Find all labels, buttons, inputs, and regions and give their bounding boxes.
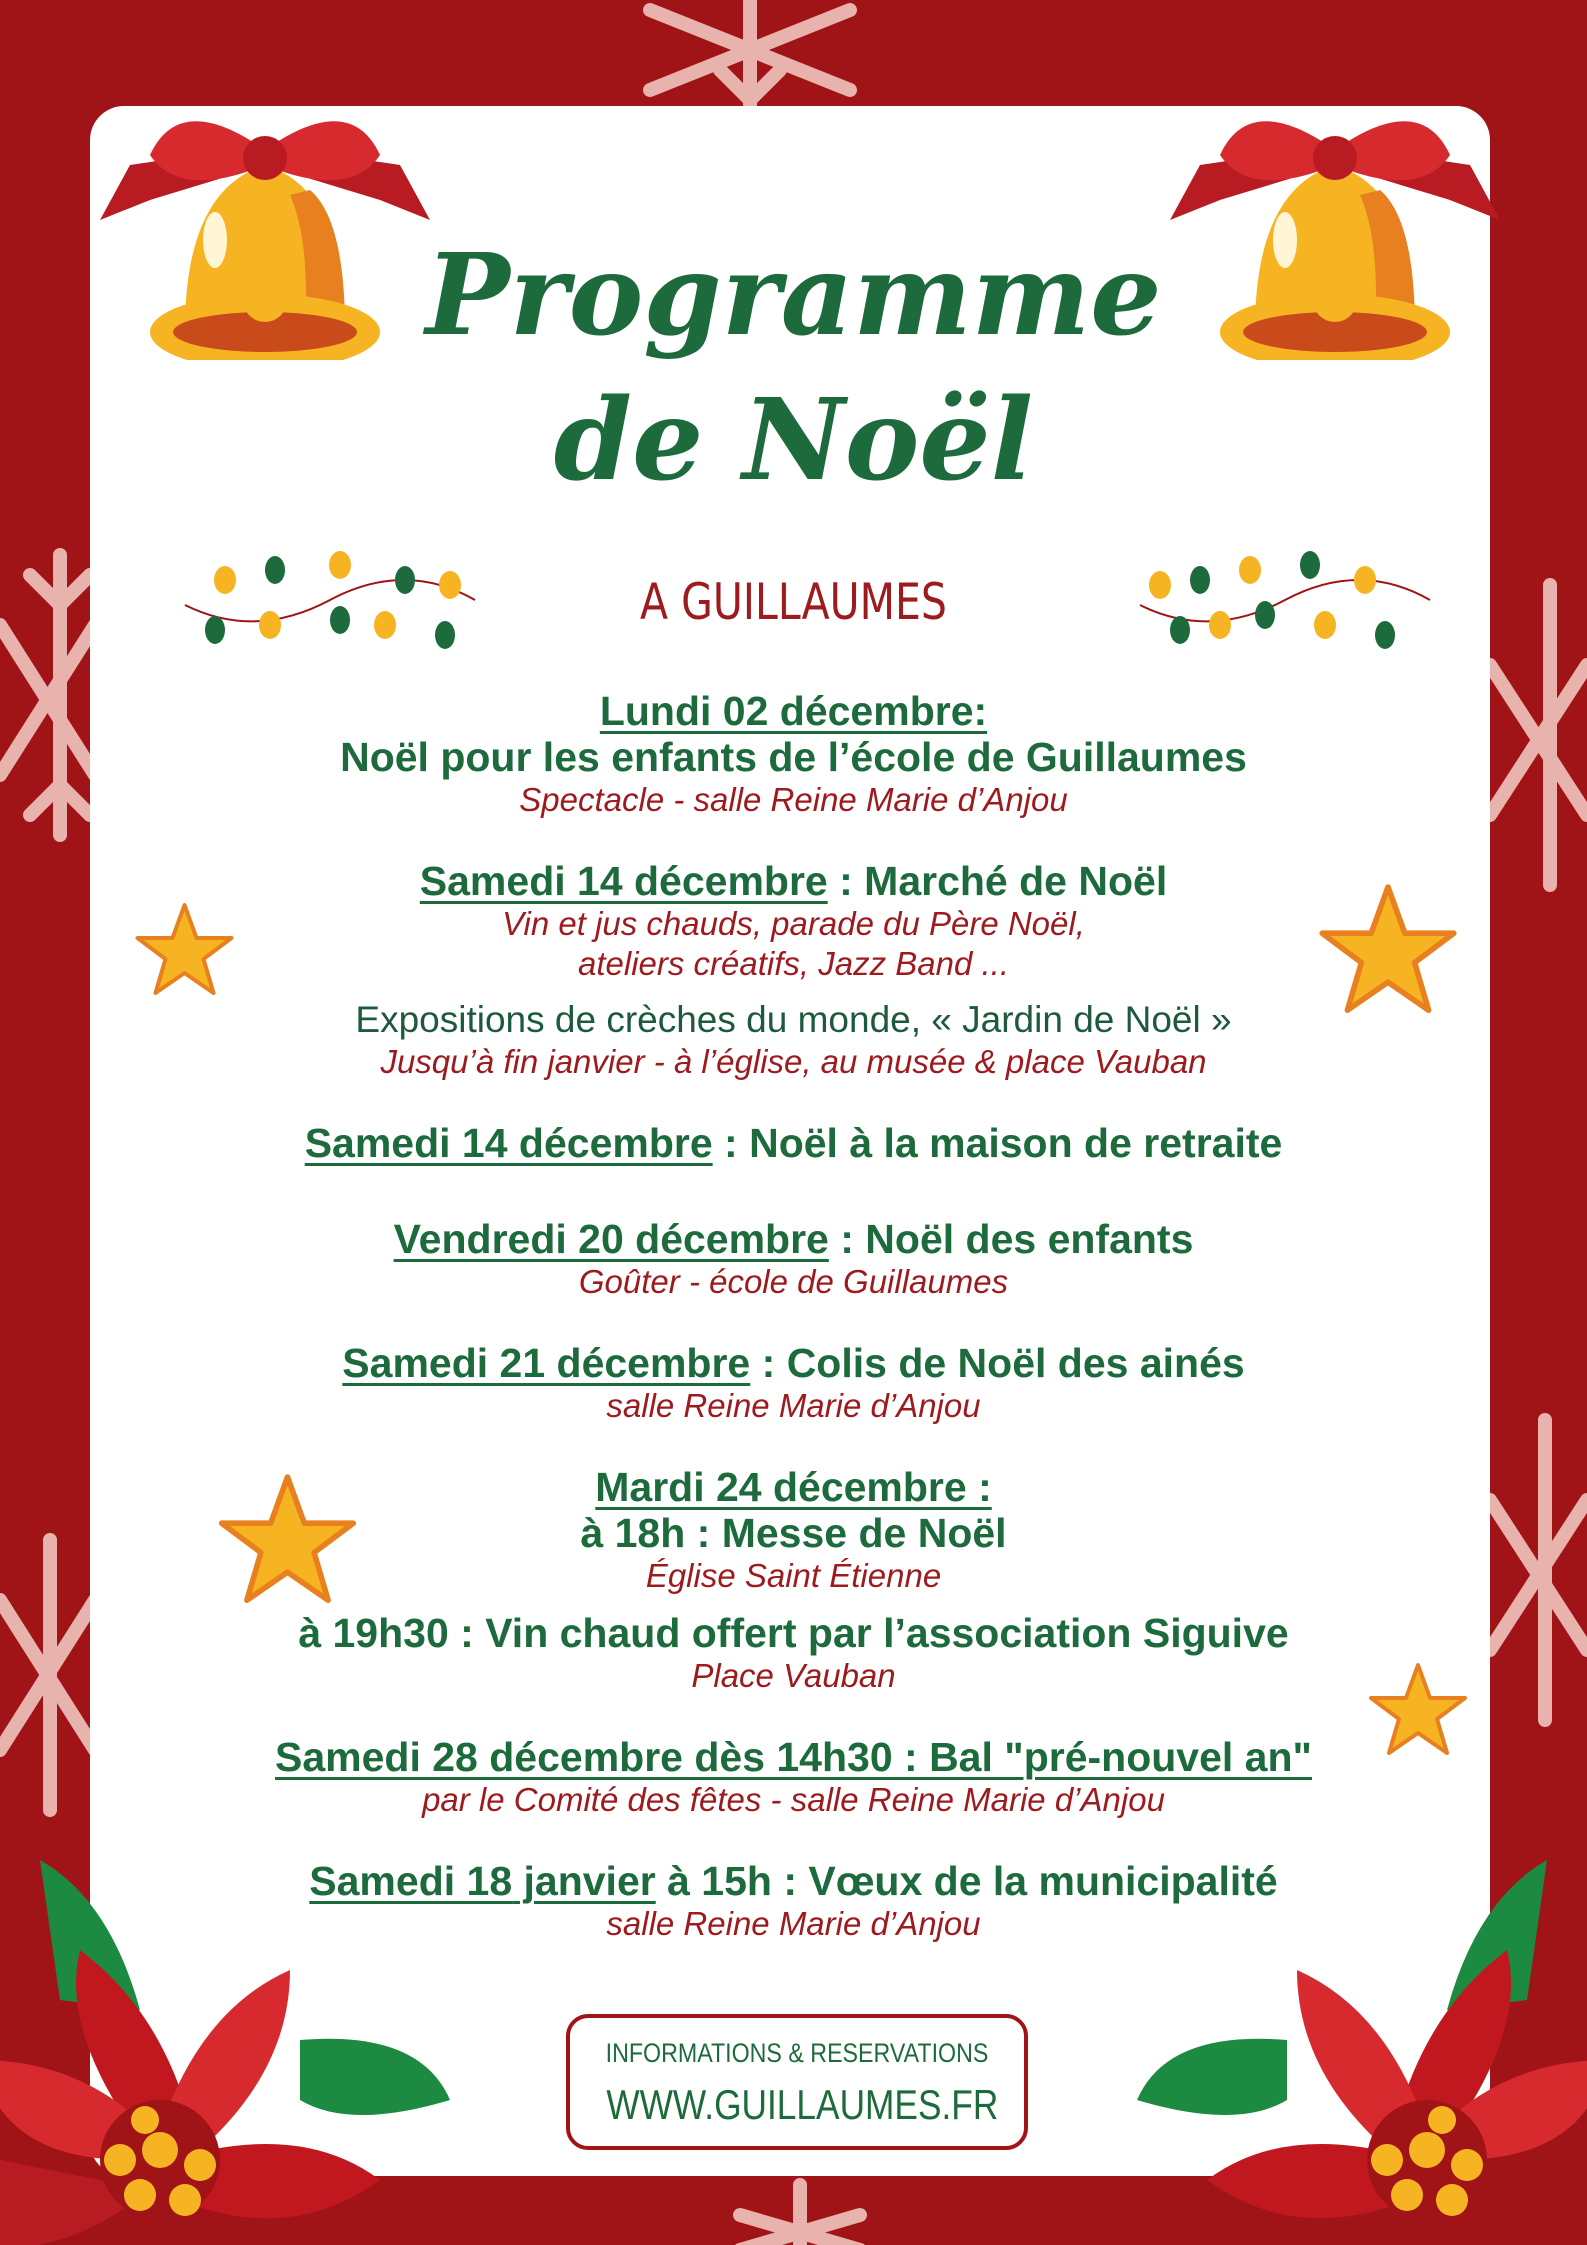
event-detail: Vin et jus chauds, parade du Père Noël, (502, 905, 1085, 942)
event-date: Mardi 24 décembre : (595, 1464, 992, 1510)
website-link[interactable]: WWW.GUILLAUMES.FR (606, 2081, 999, 2128)
location-heading: A GUILLAUMES (640, 573, 947, 631)
event-detail: Place Vauban (691, 1657, 896, 1694)
event-date-month: janvier (512, 1858, 656, 1904)
event-detail: salle Reine Marie d’Anjou (606, 1387, 981, 1424)
star-icon (1368, 1660, 1468, 1760)
poinsettia-icon (0, 1860, 460, 2245)
event-extra: Expositions de crèches du monde, « Jardin de Noël » (355, 999, 1232, 1040)
event-detail: salle Reine Marie d’Anjou (606, 1905, 981, 1942)
event-detail: Spectacle - salle Reine Marie d’Anjou (519, 781, 1068, 818)
event-title: à 19h30 : Vin chaud offert par l’association Siguive (298, 1610, 1289, 1656)
event-title: Noël pour les enfants de l’école de Guillaumes (340, 734, 1247, 780)
info-label: INFORMATIONS & RESERVATIONS (605, 2038, 989, 2068)
event-detail: Goûter - école de Guillaumes (578, 1263, 1009, 1300)
event-title: Noël à la maison de retraite (749, 1120, 1283, 1166)
event-extra-detail: Jusqu’à fin janvier - à l’église, au musée & place Vauban (380, 1043, 1207, 1080)
event-date: Vendredi 20 décembre (393, 1216, 829, 1262)
event-title: à 15h : Vœux de la municipalité (655, 1858, 1278, 1904)
event-item: Samedi 21 décembre : Colis de Noël des ainés salle Reine Marie d’Anjou (0, 1340, 1587, 1426)
star-icon (132, 900, 237, 1000)
info-box (566, 2014, 1028, 2150)
page-title-line2: de Noël (553, 375, 1034, 506)
event-title: à 18h : Messe de Noël (580, 1510, 1007, 1556)
event-item: Samedi 14 décembre : Noël à la maison de retraite (304, 1120, 1283, 1166)
event-title: Colis de Noël des ainés (786, 1340, 1245, 1386)
event-item: Vendredi 20 décembre : Noël des enfants Goûter - école de Guillaumes (0, 1216, 1587, 1302)
event-item (0, 1734, 1587, 1820)
event-detail: ateliers créatifs, Jazz Band ... (577, 945, 1009, 982)
star-icon (215, 1470, 360, 1610)
event-date: Samedi 21 décembre (342, 1340, 751, 1386)
event-date: Samedi 28 décembre dès 14h30 : Bal "pré-nouvel an" (275, 1734, 1312, 1780)
event-title: Marché de Noël (864, 858, 1168, 904)
event-item: Samedi 14 décembre : Marché de Noël Vin et jus chauds, parade du Père Noël, ateliers créatifs, Jazz Band ... Expositions de crèches du monde, « Jardin de Noël » Jusqu’à fin janvier - à l’église, au musée & place Vauban (0, 858, 1587, 1082)
snowflake-icon (610, 0, 890, 110)
snowflake-icon (720, 2175, 880, 2245)
event-detail: par le Comité des fêtes - salle Reine Marie d’Anjou (422, 1781, 1165, 1818)
poinsettia-icon (1127, 1860, 1587, 2245)
event-date: Samedi 18 (309, 1858, 513, 1904)
star-icon (1318, 880, 1458, 1020)
event-detail: Église Saint Étienne (645, 1557, 942, 1594)
event-date: Lundi 02 décembre: (599, 688, 988, 734)
event-title: Noël des enfants (865, 1216, 1194, 1262)
event-date: Samedi 14 décembre (304, 1120, 713, 1166)
page-title: Programme (425, 230, 1162, 361)
event-item (0, 688, 1587, 820)
event-date: Samedi 14 décembre (419, 858, 828, 904)
